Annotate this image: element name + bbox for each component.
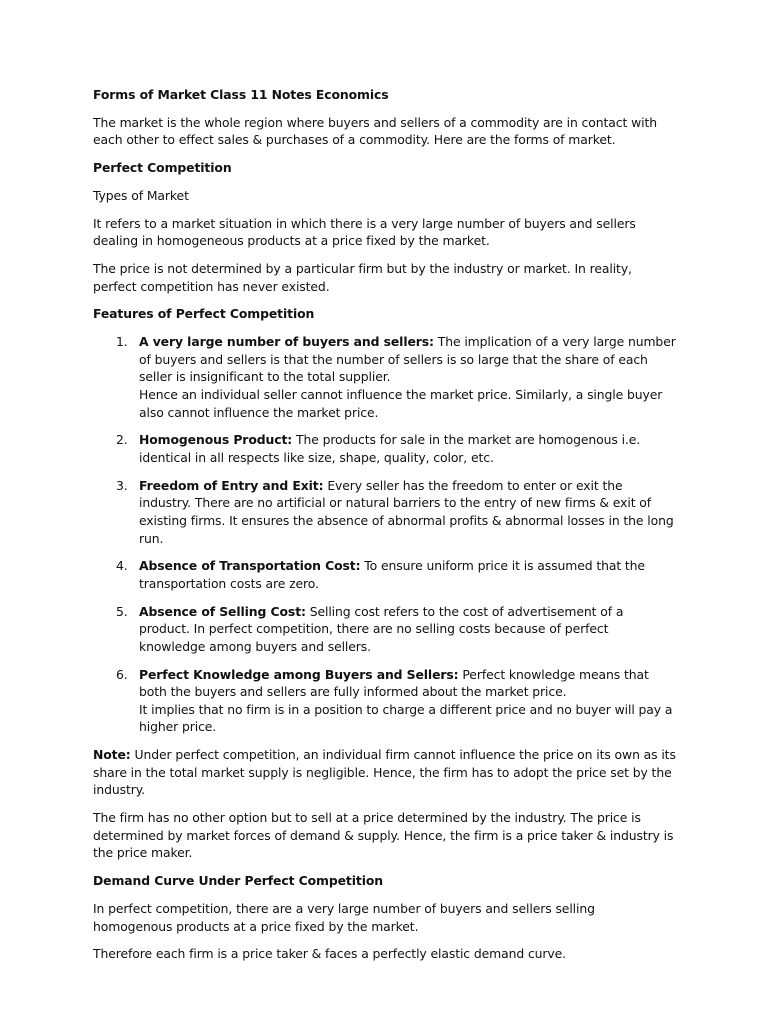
price-note-paragraph: The price is not determined by a particular firm but by the industry or market. In reality, perfect competition has never existed. <box>93 261 632 294</box>
feature-item-3 <box>93 477 677 547</box>
document-title: Forms of Market Class 11 Notes Economics <box>93 87 389 102</box>
price-taker-paragraph: The firm has no other option but to sell at a price determined by the industry. The price is determined by market forces of demand & supply. Hence, the firm is a price taker & industry is the price maker. <box>93 810 674 861</box>
feature-number: 3. <box>116 477 128 493</box>
note-label: Note: <box>93 747 131 763</box>
feature-number: 5. <box>116 603 128 619</box>
note-text: Under perfect competition, an individual firm cannot influence the price on its own as its share in the total market supply is negligible. Hence, the firm has to adopt the price set by the industry. <box>93 747 676 798</box>
perfect-competition-heading: Perfect Competition <box>93 160 232 176</box>
feature-term: Freedom of Entry and Exit: <box>139 477 324 493</box>
feature-number: 2. <box>116 432 128 448</box>
document-page <box>93 86 677 973</box>
feature-term: Homogenous Product: <box>139 432 293 448</box>
feature-extra-text: It implies that no firm is in a position to charge a different price and no buyer will pay a higher price. <box>139 701 673 735</box>
feature-text: The implication of a very large number of buyers and sellers is that the number of sellers is so large that the share of each seller is insignificant to the total supplier. <box>139 334 676 385</box>
definition-paragraph: It refers to a market situation in which there is a very large number of buyers and sellers dealing in homogeneous products at a price fixed by the market. <box>93 215 636 249</box>
intro-paragraph: The market is the whole region where buyers and sellers of a commodity are in contact with each other to effect sales & purchases of a commodity. Here are the forms of market. <box>93 114 657 148</box>
feature-number: 4. <box>116 558 128 574</box>
feature-text: To ensure uniform price it is assumed that the transportation costs are zero. <box>139 558 645 591</box>
feature-term: Absence of Transportation Cost: <box>139 558 361 574</box>
feature-extra-text: Hence an individual seller cannot influence the market price. Similarly, a single buyer also cannot influence the market price. <box>139 387 663 420</box>
types-of-market-label: Types of Market <box>93 187 189 203</box>
feature-term: Perfect Knowledge among Buyers and Sellers: <box>139 666 459 682</box>
features-heading: Features of Perfect Competition <box>93 306 315 322</box>
feature-term: A very large number of buyers and sellers: <box>139 334 434 350</box>
feature-text: Perfect knowledge means that both the buyers and sellers are fully informed about the market price. <box>139 666 649 700</box>
feature-number: 6. <box>116 666 128 682</box>
demand-curve-heading: Demand Curve Under Perfect Competition <box>93 873 383 889</box>
feature-text: The products for sale in the market are homogenous i.e. identical in all respects like size, shape, quality, color, etc. <box>139 432 641 465</box>
feature-term: Absence of Selling Cost: <box>139 603 306 619</box>
feature-number: 1. <box>116 334 128 350</box>
note-paragraph <box>93 746 677 799</box>
feature-text: Selling cost refers to the cost of advertisement of a product. In perfect competition, there are no selling costs because of perfect knowledge among buyers and sellers. <box>139 603 624 654</box>
demand-curve-paragraph-1: In perfect competition, there are a very large number of buyers and sellers selling homogenous products at a price fixed by the market. <box>93 900 595 934</box>
feature-text: Every seller has the freedom to enter or exit the industry. There are no artificial or natural barriers to the entry of new firms & exit of existing firms. It ensures the absence of abnormal profits & abnormal losses in the long run. <box>139 477 674 546</box>
feature-item-4 <box>93 557 677 592</box>
feature-item-2 <box>93 431 677 466</box>
features-list <box>93 333 677 736</box>
demand-curve-paragraph-2: Therefore each firm is a price taker & faces a perfectly elastic demand curve. <box>93 946 567 962</box>
feature-item-5 <box>93 603 677 656</box>
feature-item-1 <box>93 333 677 421</box>
feature-item-6 <box>93 666 677 736</box>
